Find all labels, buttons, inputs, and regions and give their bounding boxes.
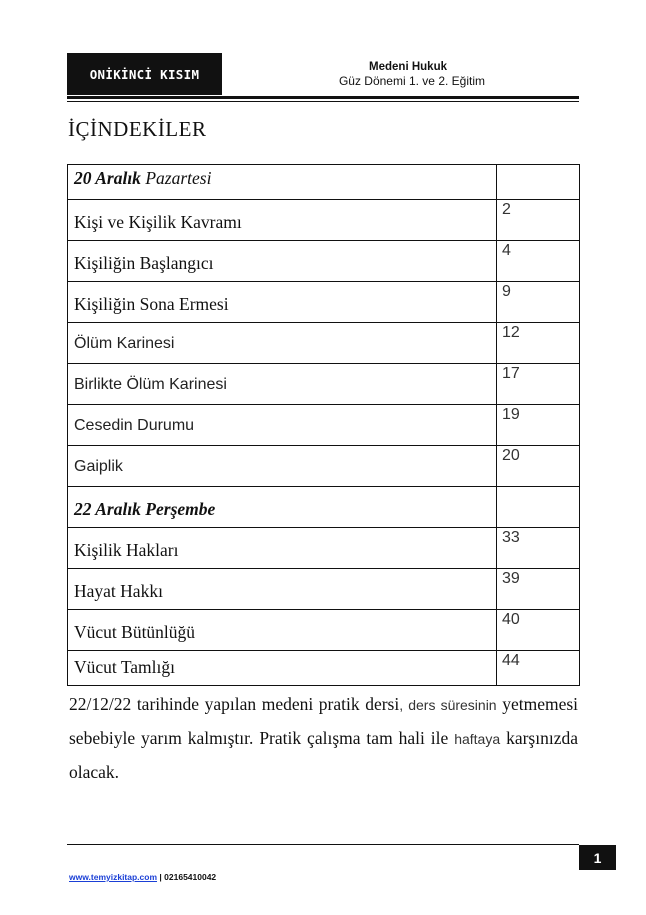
- page-number: 1: [579, 845, 616, 870]
- toc-entry-title: Vücut Bütünlüğü: [74, 622, 196, 642]
- toc-entry-title: Kişiliğin Başlangıcı: [74, 253, 214, 273]
- toc-entry-page: 19: [497, 405, 580, 446]
- note-paragraph: [69, 688, 578, 789]
- phone-number: 02165410042: [164, 872, 217, 882]
- toc-heading: İÇİNDEKİLER: [68, 117, 207, 141]
- toc-entry[interactable]: [68, 200, 580, 241]
- toc-entry-title: Kişi ve Kişilik Kavramı: [74, 212, 242, 232]
- header-rule-thick: [67, 96, 579, 99]
- note-text: , ders süresinin: [399, 697, 497, 713]
- toc-entry[interactable]: [68, 405, 580, 446]
- note-text: haftaya: [454, 731, 501, 747]
- toc-entry-page: 39: [497, 569, 580, 610]
- toc-entry[interactable]: [68, 323, 580, 364]
- toc-section-row: [68, 487, 580, 528]
- note-text: yetmemesi sebebiyle yarım kalmıştır. Pratik çalışma tam hali ile: [69, 694, 579, 748]
- course-subtitle: Güz Dönemi 1. ve 2. Eğitim: [338, 74, 485, 88]
- toc-entry-title: Birlikte Ölüm Karinesi: [74, 376, 227, 393]
- toc-entry[interactable]: [68, 446, 580, 487]
- toc-entry-page: 12: [497, 323, 580, 364]
- toc-entry-title: Ölüm Karinesi: [74, 335, 175, 352]
- note-text: karşınızda olacak.: [69, 728, 578, 782]
- toc-entry-title: Kişiliğin Sona Ermesi: [74, 294, 229, 314]
- toc-entry-page: 4: [497, 241, 580, 282]
- toc-entry[interactable]: [68, 282, 580, 323]
- toc-entry[interactable]: [68, 569, 580, 610]
- toc-table: [67, 164, 580, 686]
- note-text: 22/12/22 tarihinde yapılan medeni pratik dersi: [69, 694, 400, 714]
- toc-entry-title: Cesedin Durumu: [74, 417, 195, 434]
- toc-entry-page: 17: [497, 364, 580, 405]
- footer: [69, 872, 216, 882]
- toc-entry-page: 2: [497, 200, 580, 241]
- toc-entry-title: Vücut Tamlığı: [74, 657, 176, 677]
- toc-entry-title: Hayat Hakkı: [74, 581, 163, 601]
- toc-entry[interactable]: [68, 528, 580, 569]
- toc-section-title: 22 Aralık Perşembe: [74, 499, 216, 519]
- toc-entry-title: Kişilik Hakları: [74, 540, 179, 560]
- toc-section-day: Pazartesi: [145, 168, 212, 188]
- toc-entry[interactable]: [68, 241, 580, 282]
- toc-entry-page: 44: [497, 651, 580, 686]
- toc-entry-page: 20: [497, 446, 580, 487]
- toc-entry[interactable]: [68, 364, 580, 405]
- toc-section-date: 20 Aralık: [74, 168, 141, 188]
- toc-page-empty: [497, 165, 580, 200]
- toc-entry[interactable]: [68, 651, 580, 686]
- section-label: ONİKİNCİ KISIM: [67, 53, 222, 95]
- footer-separator: |: [159, 872, 162, 882]
- header-rule-thin: [67, 101, 579, 102]
- header-title-block: [250, 60, 580, 89]
- toc-entry-page: 33: [497, 528, 580, 569]
- website-link[interactable]: www.temyizkitap.com: [69, 872, 158, 882]
- footer-rule: [67, 844, 579, 845]
- toc-entry-page: 40: [497, 610, 580, 651]
- toc-section-row: [68, 165, 580, 200]
- toc-entry-page: 9: [497, 282, 580, 323]
- toc-page-empty: [497, 487, 580, 528]
- course-title: Medeni Hukuk: [369, 61, 447, 73]
- toc-entry[interactable]: [68, 610, 580, 651]
- toc-section-title: [68, 165, 497, 200]
- toc-entry-title: Gaiplik: [74, 458, 123, 475]
